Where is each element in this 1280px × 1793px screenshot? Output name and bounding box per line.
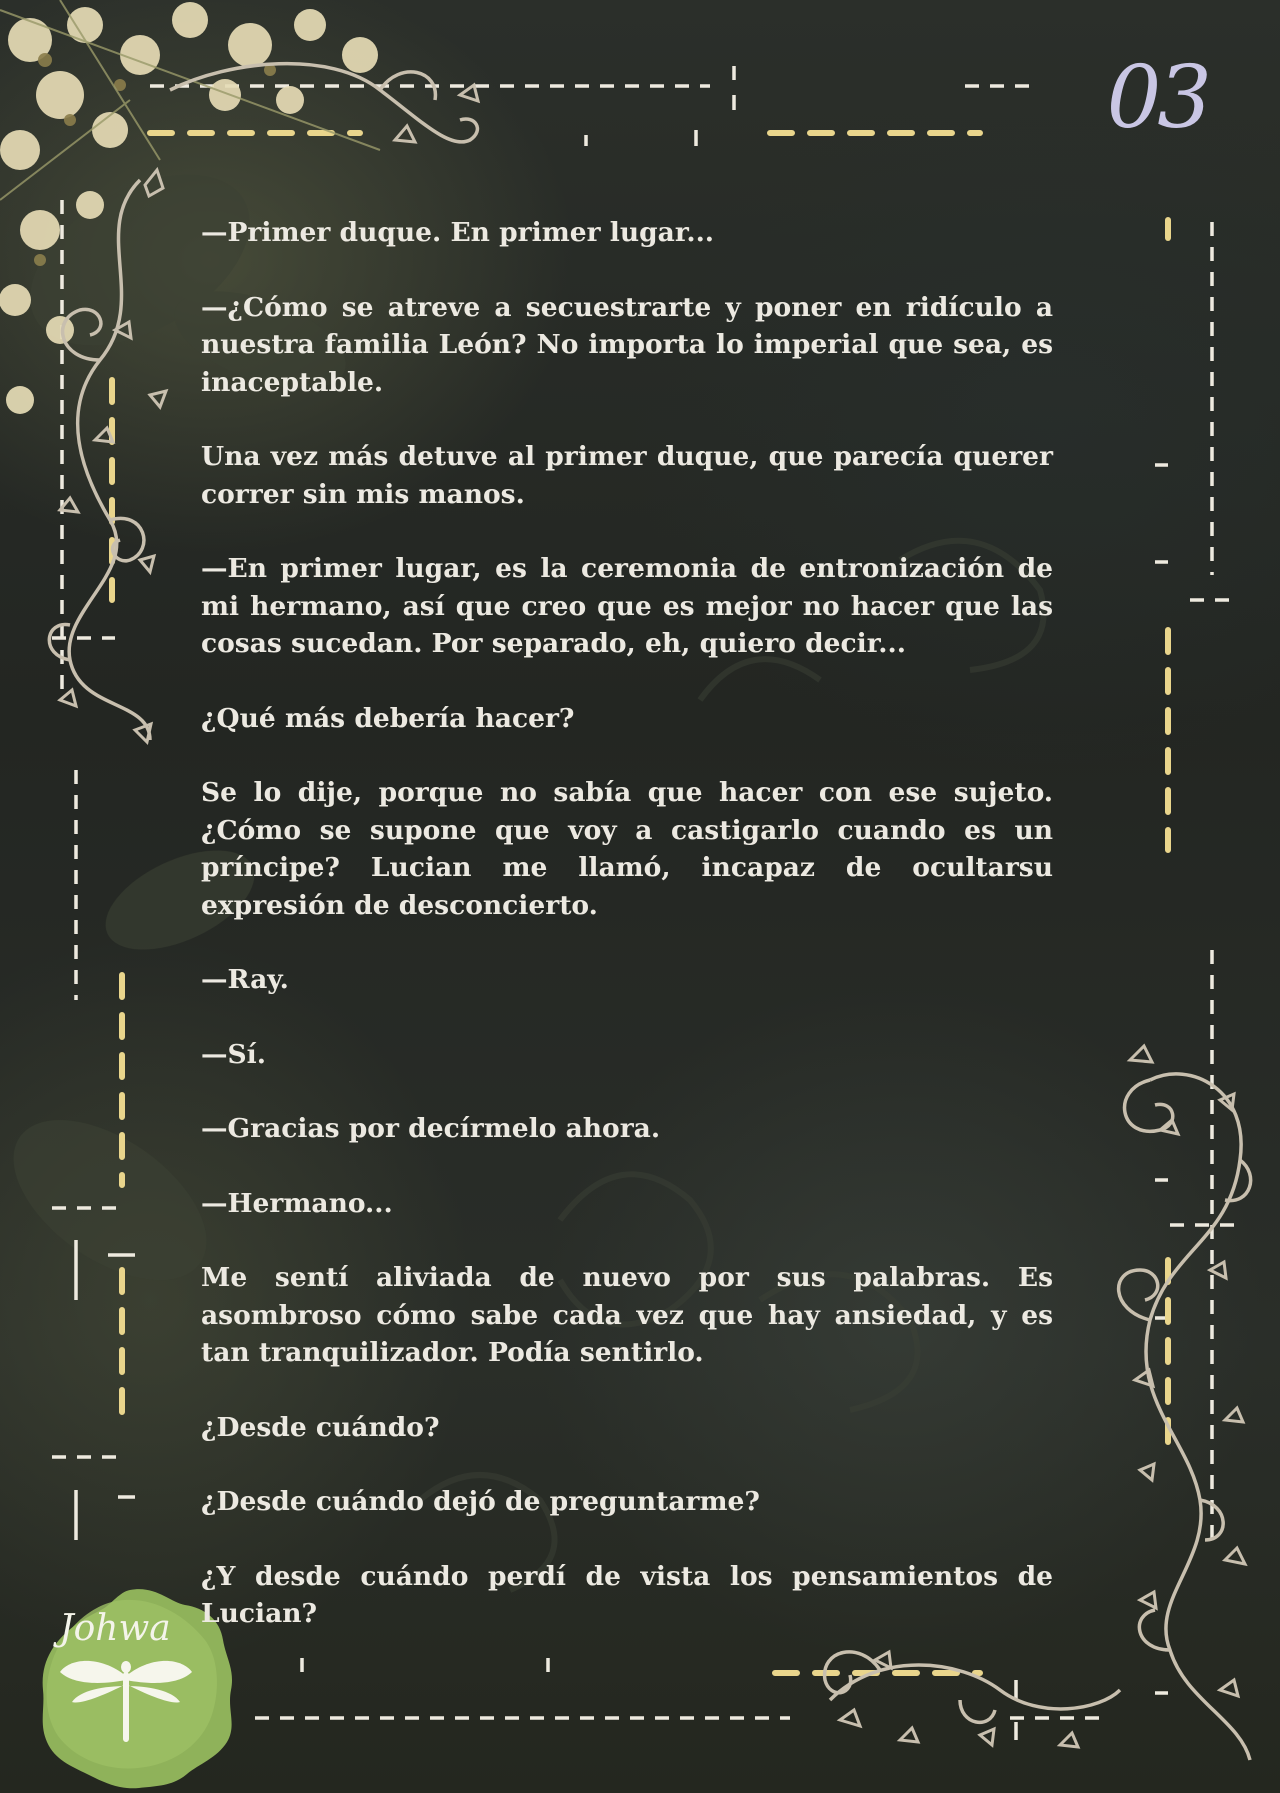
- story-text: [201, 214, 1053, 1670]
- paragraph: —En primer lugar, es la ceremonia de entronización de mi hermano, así que creo que es mejor no hacer que las cosas sucedan. Por separado, eh, quiero decir...: [201, 553, 1053, 659]
- paragraph: Una vez más detuve al primer duque, que parecía querer correr sin mis manos.: [201, 441, 1053, 510]
- page-number: 03: [1106, 48, 1208, 148]
- paragraph: —Ray.: [201, 964, 289, 995]
- paragraph: —Sí.: [201, 1038, 266, 1070]
- watermark-label: Johwa: [59, 1608, 171, 1649]
- paragraph: ¿Qué más debería hacer?: [201, 702, 575, 734]
- paragraph: —¿Cómo se atreve a secuestrarte y poner en ridículo a nuestra familia León? No importa lo imperial que sea, es inaceptable.: [201, 291, 1053, 398]
- paragraph: Se lo dije, porque no sabía que hacer con ese sujeto. ¿Cómo se supone que voy a castigarlo cuando es un príncipe? Lucian me llamó, incapaz de ocultarsu expresión de desconcierto.: [201, 777, 1053, 921]
- paragraph: —Hermano...: [201, 1187, 393, 1219]
- paragraph: ¿Y desde cuándo perdí de vista los pensamientos de Lucian?: [201, 1560, 1053, 1629]
- paragraph: —Primer duque. En primer lugar...: [201, 217, 715, 248]
- paragraph: —Gracias por decírmelo ahora.: [201, 1113, 661, 1144]
- paragraph: ¿Desde cuándo?: [201, 1411, 440, 1443]
- paragraph: ¿Desde cuándo dejó de preguntarme?: [201, 1486, 760, 1517]
- paragraph: Me sentí aliviada de nuevo por sus palabras. Es asombroso cómo sabe cada vez que hay ansiedad, y es tan tranquilizador. Podía sentirlo.: [201, 1262, 1053, 1368]
